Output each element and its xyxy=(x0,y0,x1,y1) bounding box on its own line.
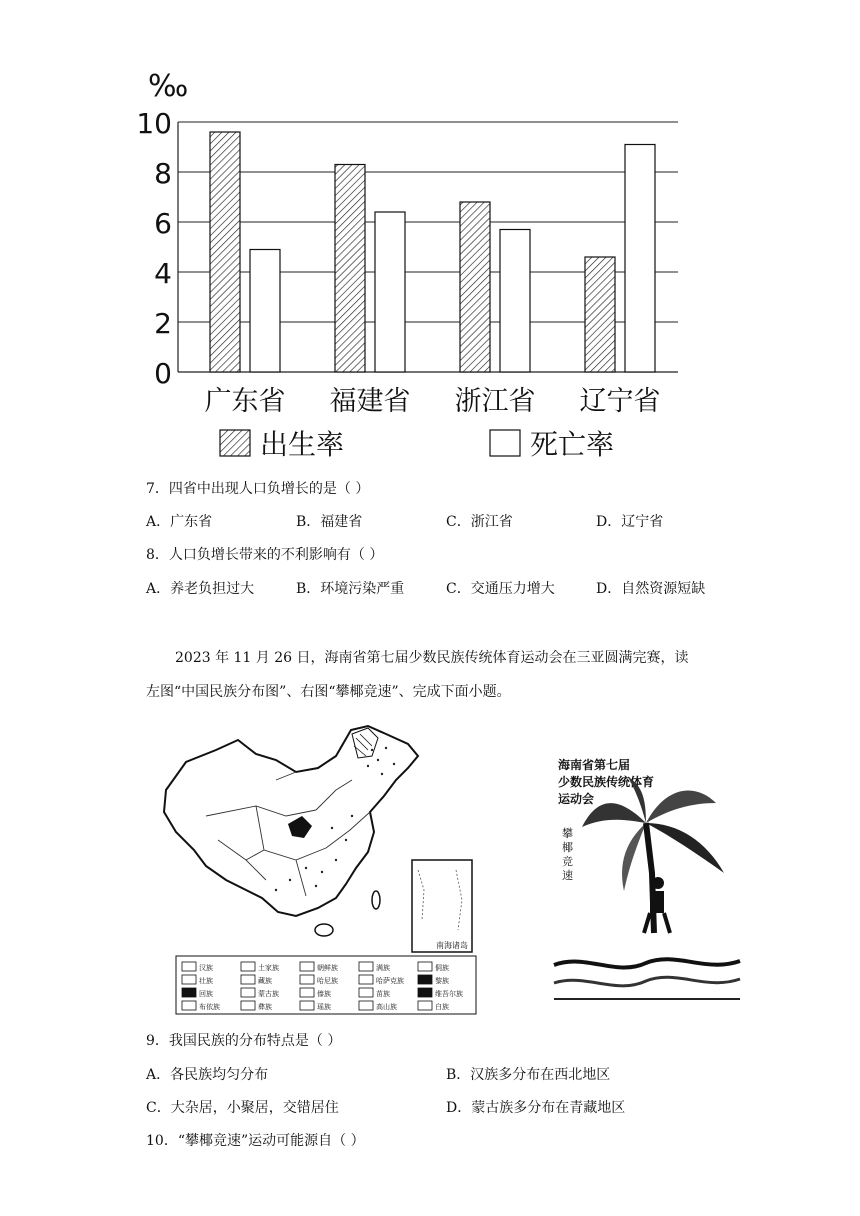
map-legend-label: 瑶族 xyxy=(317,1003,331,1011)
map-legend-swatch xyxy=(359,962,373,971)
china-ethnic-map xyxy=(146,720,480,1015)
poster-title-2: 少数民族传统体育 xyxy=(558,775,655,789)
y-tick-label: 0 xyxy=(154,357,172,390)
question-9-stem: 9．我国民族的分布特点是（ ） xyxy=(146,1033,342,1049)
bar-死亡率-辽宁省 xyxy=(625,145,655,373)
x-category-labels xyxy=(205,386,661,417)
poster-side-2: 椰 xyxy=(562,841,573,854)
china-map-figure xyxy=(146,720,480,1015)
poster-title-1: 海南省第七届 xyxy=(558,758,631,772)
map-legend-label: 布依族 xyxy=(199,1003,220,1011)
china-outline xyxy=(164,726,418,916)
y-tick-label: 2 xyxy=(154,307,172,340)
map-legend-label: 侗族 xyxy=(435,964,449,972)
map-legend-label: 高山族 xyxy=(376,1003,397,1011)
map-legend-swatch xyxy=(418,975,432,984)
map-legend-label: 回族 xyxy=(199,990,213,998)
map-legend-label: 白族 xyxy=(435,1003,449,1011)
legend-swatch xyxy=(220,430,250,456)
question-7-option-c[interactable]: C．浙江省 xyxy=(446,514,513,530)
chart-bars xyxy=(210,132,655,372)
x-tick-label: 福建省 xyxy=(329,386,411,417)
passage-line-1: 2023 年 11 月 26 日，海南省第七届少数民族传统体育运动会在三亚圆满完赛，读 xyxy=(175,650,689,666)
question-7-option-b[interactable]: B．福建省 xyxy=(296,514,363,530)
map-legend-label: 朝鲜族 xyxy=(317,964,338,972)
question-10-stem: 10．“攀椰竞速”运动可能源自（ ） xyxy=(146,1133,365,1149)
map-legend-swatch xyxy=(241,962,255,971)
question-8-option-a[interactable]: A．养老负担过大 xyxy=(146,581,255,597)
map-legend-label: 黎族 xyxy=(435,977,449,985)
map-legend-swatch xyxy=(182,988,196,997)
map-legend-label: 傣族 xyxy=(317,990,331,998)
bar-死亡率-广东省 xyxy=(250,250,280,373)
map-legend-swatch xyxy=(300,988,314,997)
map-legend-swatch xyxy=(418,962,432,971)
bar-死亡率-浙江省 xyxy=(500,230,530,373)
legend-label: 出生率 xyxy=(260,428,345,461)
y-tick-label: 4 xyxy=(154,257,172,290)
climbing-coconut-poster xyxy=(546,733,746,1008)
map-legend-swatch xyxy=(241,975,255,984)
map-legend-swatch xyxy=(359,1001,373,1010)
poster-title-3: 运动会 xyxy=(558,792,595,806)
poster-figure xyxy=(546,733,746,1008)
map-legend-label: 满族 xyxy=(376,964,390,972)
map-legend-swatch xyxy=(359,975,373,984)
bar-出生率-广东省 xyxy=(210,132,240,372)
x-tick-label: 辽宁省 xyxy=(579,386,661,417)
map-legend-label: 哈尼族 xyxy=(317,977,338,985)
map-legend-swatch xyxy=(182,1001,196,1010)
y-tick-labels xyxy=(136,107,172,390)
question-9-option-b[interactable]: B．汉族多分布在西北地区 xyxy=(446,1067,611,1083)
passage-line-2: 左图“中国民族分布图”、右图“攀椰竞速”、完成下面小题。 xyxy=(146,684,511,700)
x-tick-label: 广东省 xyxy=(204,386,286,417)
map-legend-swatch xyxy=(182,975,196,984)
map-legend-label: 蒙古族 xyxy=(258,990,279,998)
bar-死亡率-福建省 xyxy=(375,212,405,372)
question-9-option-c[interactable]: C．大杂居，小聚居，交错居住 xyxy=(146,1100,339,1116)
y-tick-label: 6 xyxy=(154,207,172,240)
map-legend-swatch xyxy=(418,988,432,997)
y-unit-label: ‰ xyxy=(148,69,189,104)
map-legend-label: 土家族 xyxy=(258,964,279,972)
map-legend-label: 藏族 xyxy=(258,977,272,985)
inset-label: 南海诸岛 xyxy=(436,941,468,950)
y-tick-label: 8 xyxy=(154,157,172,190)
question-7-stem: 7．四省中出现人口负增长的是（ ） xyxy=(146,481,370,497)
y-tick-label: 10 xyxy=(136,107,172,140)
question-8-option-c[interactable]: C．交通压力增大 xyxy=(446,581,555,597)
x-tick-label: 浙江省 xyxy=(454,386,536,417)
legend-label: 死亡率 xyxy=(530,428,615,461)
question-9-option-a[interactable]: A．各民族均匀分布 xyxy=(146,1067,269,1083)
poster-side-3: 竞 xyxy=(562,855,573,868)
map-legend-label: 汉族 xyxy=(199,964,213,972)
birth-death-rate-chart xyxy=(0,0,860,470)
map-legend-label: 哈萨克族 xyxy=(376,977,404,985)
question-8-stem: 8．人口负增长带来的不利影响有（ ） xyxy=(146,547,384,563)
map-legend-swatch xyxy=(300,975,314,984)
chart-legend xyxy=(220,428,614,461)
question-9-option-d[interactable]: D．蒙古族多分布在青藏地区 xyxy=(446,1100,626,1116)
map-legend-label: 维吾尔族 xyxy=(435,990,463,998)
map-legend-swatch xyxy=(182,962,196,971)
map-legend-swatch xyxy=(359,988,373,997)
map-legend-swatch xyxy=(300,962,314,971)
map-legend-swatch xyxy=(418,1001,432,1010)
south-china-sea-inset xyxy=(412,860,472,952)
map-legend-swatch xyxy=(241,1001,255,1010)
question-7-option-d[interactable]: D．辽宁省 xyxy=(596,514,664,530)
bar-出生率-辽宁省 xyxy=(585,257,615,372)
map-legend-label: 苗族 xyxy=(376,990,390,998)
poster-side-1: 攀 xyxy=(562,827,573,840)
legend-swatch xyxy=(490,430,520,456)
map-legend-label: 彝族 xyxy=(258,1003,272,1011)
question-7-option-a[interactable]: A．广东省 xyxy=(146,514,213,530)
question-8-option-d[interactable]: D．自然资源短缺 xyxy=(596,581,706,597)
map-legend-swatch xyxy=(300,1001,314,1010)
poster-side-4: 速 xyxy=(562,869,573,882)
bar-出生率-浙江省 xyxy=(460,202,490,372)
question-8-option-b[interactable]: B．环境污染严重 xyxy=(296,581,405,597)
map-legend-swatch xyxy=(241,988,255,997)
bar-出生率-福建省 xyxy=(335,165,365,373)
map-legend-label: 壮族 xyxy=(199,977,213,985)
